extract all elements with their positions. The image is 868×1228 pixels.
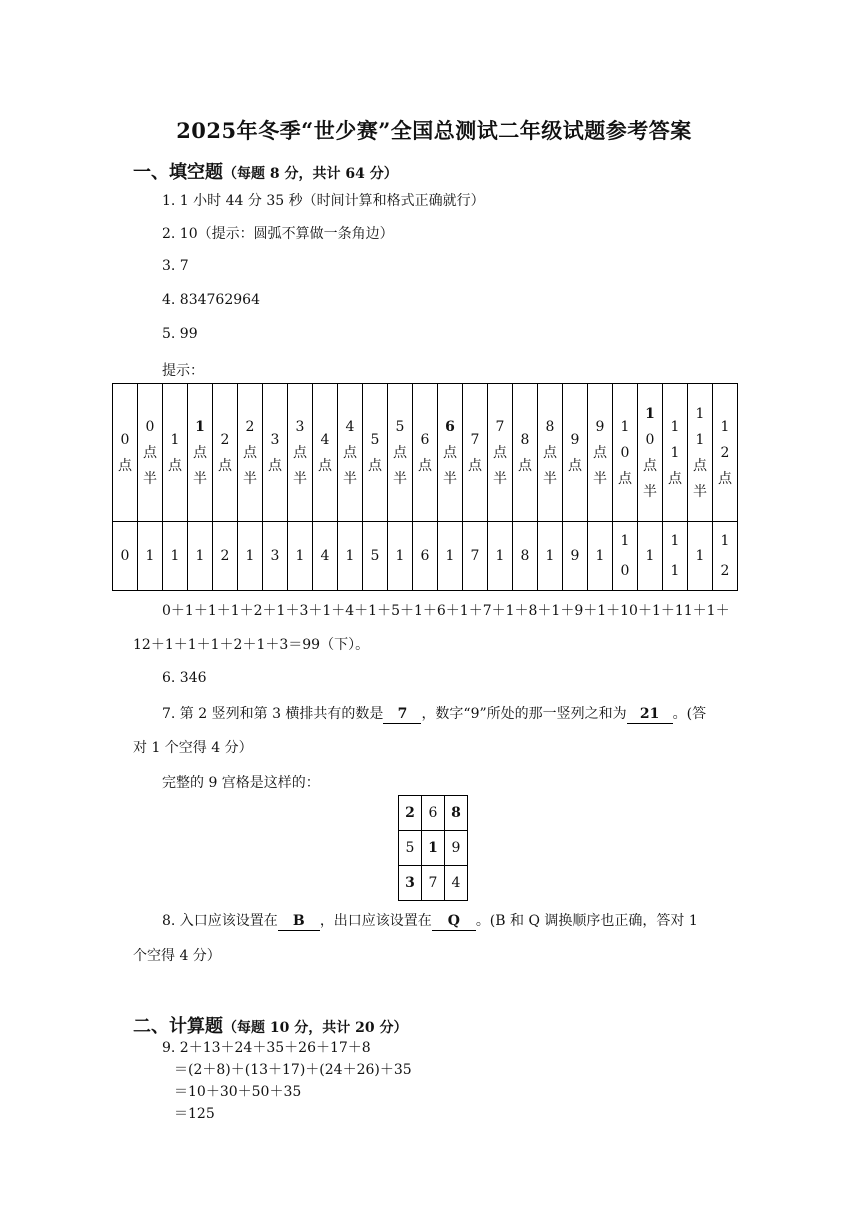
answer-5: 5. 99 xyxy=(162,326,198,342)
nine-grid xyxy=(398,795,468,901)
clock-value-row xyxy=(113,522,738,591)
clock-value-cell xyxy=(663,522,688,591)
sum-line-2: 12＋1＋1＋1＋2＋1＋3＝99（下）。 xyxy=(133,637,370,653)
clock-value-char: 1 xyxy=(545,548,555,564)
clock-header-char: 2 xyxy=(220,431,230,448)
clock-value-cell xyxy=(438,522,463,591)
clock-value-char: 6 xyxy=(420,548,430,564)
clock-value-cell xyxy=(613,522,638,591)
clock-header-cell xyxy=(188,384,213,522)
hint-label: 提示： xyxy=(162,363,204,379)
grid-cell: 8 xyxy=(445,796,468,831)
clock-value-char: 1 xyxy=(245,548,255,564)
clock-header-char: 点 xyxy=(218,457,232,474)
answer-8-prefix: 8. 入口应该设置在 xyxy=(162,913,278,929)
clock-header-char: 1 xyxy=(720,418,730,435)
clock-header-cell xyxy=(238,384,263,522)
answer-3: 3. 7 xyxy=(162,258,189,274)
clock-header-cell xyxy=(438,384,463,522)
calc-9-line-3: ＝10＋30＋50＋35 xyxy=(174,1084,302,1100)
answer-1: 1. 1 小时 44 分 35 秒（时间计算和格式正确就行） xyxy=(162,193,485,209)
grid-row xyxy=(399,866,468,901)
clock-value-char: 1 xyxy=(495,548,505,564)
clock-header-cell xyxy=(163,384,188,522)
answer-8-blank-2: Q xyxy=(432,913,476,931)
page-title: 2025年冬季“世少赛”全国总测试二年级试题参考答案 xyxy=(176,118,692,143)
grid-cell: 3 xyxy=(399,866,422,901)
section-1-heading xyxy=(133,158,398,184)
clock-header-char: 点 xyxy=(493,444,507,461)
clock-header-char: 半 xyxy=(143,470,157,487)
clock-header-char: 1 xyxy=(645,405,655,422)
answer-4: 4. 834762964 xyxy=(162,292,260,308)
clock-header-cell xyxy=(488,384,513,522)
answer-6: 6. 346 xyxy=(162,670,207,686)
clock-header-char: 点 xyxy=(668,470,682,487)
clock-header-cell xyxy=(313,384,338,522)
clock-header-char: 1 xyxy=(170,431,180,448)
section-1-title: 一、填空题 xyxy=(133,162,223,183)
clock-header-char: 点 xyxy=(268,457,282,474)
clock-value-char: 1 xyxy=(295,548,305,564)
clock-header-cell xyxy=(663,384,688,522)
clock-value-cell xyxy=(338,522,363,591)
clock-header-cell xyxy=(563,384,588,522)
calc-9-line-1: 9. 2＋13＋24＋35＋26＋17＋8 xyxy=(162,1040,371,1056)
clock-header-cell xyxy=(113,384,138,522)
clock-header-char: 7 xyxy=(495,418,505,435)
clock-value-char: 1 xyxy=(695,548,705,564)
grid-row xyxy=(399,796,468,831)
sum-line-1: 0＋1＋1＋1＋2＋1＋3＋1＋4＋1＋5＋1＋6＋1＋7＋1＋8＋1＋9＋1＋10＋1＋11＋1＋ xyxy=(162,603,730,619)
clock-header-char: 点 xyxy=(468,457,482,474)
clock-value-char: 1 xyxy=(595,548,605,564)
clock-header-char: 点 xyxy=(443,444,457,461)
answer-7-suffix: 。(答 xyxy=(672,706,707,722)
clock-value-cell xyxy=(588,522,613,591)
clock-value-cell xyxy=(688,522,713,591)
grid-cell: 6 xyxy=(422,796,445,831)
clock-header-char: 半 xyxy=(393,470,407,487)
answer-7-line-2: 对 1 个空得 4 分） xyxy=(133,740,253,756)
answer-2: 2. 10（提示：圆弧不算做一条角边） xyxy=(162,226,394,242)
grid-intro: 完整的 9 宫格是这样的： xyxy=(162,775,320,791)
clock-header-char: 点 xyxy=(118,457,132,474)
clock-value-cell xyxy=(263,522,288,591)
grid-cell: 7 xyxy=(422,866,445,901)
clock-header-char: 点 xyxy=(243,444,257,461)
clock-header-cell xyxy=(463,384,488,522)
clock-value-cell xyxy=(488,522,513,591)
clock-table xyxy=(112,383,738,591)
clock-value-cell xyxy=(113,522,138,591)
clock-value-cell xyxy=(638,522,663,591)
clock-header-char: 半 xyxy=(193,470,207,487)
clock-value-cell xyxy=(188,522,213,591)
clock-value-cell xyxy=(713,522,738,591)
clock-value-char: 1 xyxy=(145,548,155,564)
clock-header-char: 半 xyxy=(493,470,507,487)
answer-8 xyxy=(162,910,698,931)
clock-header-char: 点 xyxy=(368,457,382,474)
clock-header-char: 2 xyxy=(720,444,730,461)
answer-8-suffix: 。(B 和 Q 调换顺序也正确，答对 1 xyxy=(475,913,698,929)
clock-header-char: 点 xyxy=(293,444,307,461)
grid-cell: 5 xyxy=(399,831,422,866)
clock-value-cell xyxy=(313,522,338,591)
clock-value-char: 1 xyxy=(620,533,630,549)
clock-value-cell xyxy=(463,522,488,591)
clock-header-char: 1 xyxy=(195,418,205,435)
clock-header-char: 9 xyxy=(595,418,605,435)
clock-header-char: 2 xyxy=(245,418,255,435)
clock-value-char: 1 xyxy=(170,548,180,564)
clock-header-char: 半 xyxy=(343,470,357,487)
section-2-note: （每题 10 分，共计 20 分） xyxy=(223,1020,408,1036)
section-1-note: （每题 8 分，共计 64 分） xyxy=(223,166,398,182)
clock-header-cell xyxy=(363,384,388,522)
clock-header-char: 半 xyxy=(643,483,657,500)
grid-row xyxy=(399,831,468,866)
clock-header-char: 点 xyxy=(593,444,607,461)
clock-header-char: 3 xyxy=(295,418,305,435)
clock-value-char: 1 xyxy=(345,548,355,564)
clock-header-char: 半 xyxy=(543,470,557,487)
clock-value-char: 0 xyxy=(120,548,130,564)
clock-header-char: 点 xyxy=(543,444,557,461)
clock-header-char: 4 xyxy=(345,418,355,435)
calc-9-line-2: ＝(2＋8)＋(13＋17)＋(24＋26)＋35 xyxy=(174,1062,412,1078)
clock-header-cell xyxy=(338,384,363,522)
clock-header-char: 点 xyxy=(343,444,357,461)
answer-7-blank-1: 7 xyxy=(383,706,421,724)
grid-cell: 2 xyxy=(399,796,422,831)
clock-header-char: 5 xyxy=(395,418,405,435)
clock-header-cell xyxy=(638,384,663,522)
clock-header-char: 1 xyxy=(670,418,680,435)
clock-header-char: 7 xyxy=(470,431,480,448)
clock-value-cell xyxy=(363,522,388,591)
clock-header-cell xyxy=(288,384,313,522)
clock-header-cell xyxy=(613,384,638,522)
grid-cell: 4 xyxy=(445,866,468,901)
clock-header-char: 8 xyxy=(520,431,530,448)
clock-header-cell xyxy=(713,384,738,522)
clock-header-char: 点 xyxy=(568,457,582,474)
answer-7-blank-2: 21 xyxy=(627,706,673,724)
clock-header-char: 点 xyxy=(193,444,207,461)
grid-cell: 1 xyxy=(422,831,445,866)
clock-header-char: 0 xyxy=(620,444,630,461)
clock-value-char: 7 xyxy=(470,548,480,564)
clock-value-cell xyxy=(238,522,263,591)
clock-header-char: 8 xyxy=(545,418,555,435)
clock-header-char: 1 xyxy=(695,431,705,448)
clock-header-cell xyxy=(688,384,713,522)
clock-header-char: 1 xyxy=(620,418,630,435)
answer-8-line-2: 个空得 4 分） xyxy=(133,948,221,964)
clock-header-char: 6 xyxy=(420,431,430,448)
clock-header-cell xyxy=(388,384,413,522)
clock-header-char: 点 xyxy=(143,444,157,461)
clock-header-cell xyxy=(538,384,563,522)
clock-header-char: 点 xyxy=(318,457,332,474)
clock-value-char: 1 xyxy=(395,548,405,564)
clock-value-char: 1 xyxy=(670,533,680,549)
clock-header-row xyxy=(113,384,738,522)
clock-header-cell xyxy=(513,384,538,522)
clock-header-char: 0 xyxy=(645,431,655,448)
clock-header-char: 点 xyxy=(643,457,657,474)
clock-value-cell xyxy=(288,522,313,591)
clock-value-cell xyxy=(213,522,238,591)
clock-header-char: 点 xyxy=(718,470,732,487)
answer-7-prefix: 7. 第 2 竖列和第 3 横排共有的数是 xyxy=(162,706,384,722)
clock-value-char: 4 xyxy=(320,548,330,564)
clock-value-cell xyxy=(563,522,588,591)
clock-value-cell xyxy=(513,522,538,591)
answer-7 xyxy=(162,703,706,724)
clock-value-char: 1 xyxy=(720,533,730,549)
clock-value-char: 2 xyxy=(720,563,730,579)
clock-value-char: 1 xyxy=(195,548,205,564)
clock-header-char: 0 xyxy=(120,431,130,448)
clock-value-char: 0 xyxy=(620,563,630,579)
clock-header-char: 点 xyxy=(618,470,632,487)
clock-header-char: 半 xyxy=(593,470,607,487)
clock-value-char: 2 xyxy=(220,548,230,564)
clock-header-char: 半 xyxy=(693,483,707,500)
clock-header-char: 5 xyxy=(370,431,380,448)
clock-header-cell xyxy=(138,384,163,522)
answer-8-middle: ，出口应该设置在 xyxy=(319,913,432,929)
clock-header-cell xyxy=(413,384,438,522)
clock-value-char: 8 xyxy=(520,548,530,564)
clock-value-char: 5 xyxy=(370,548,380,564)
section-2-title: 二、计算题 xyxy=(133,1016,223,1037)
clock-value-char: 1 xyxy=(645,548,655,564)
clock-value-cell xyxy=(413,522,438,591)
clock-header-char: 9 xyxy=(570,431,580,448)
calc-9-line-4: ＝125 xyxy=(174,1106,215,1122)
clock-header-char: 3 xyxy=(270,431,280,448)
clock-value-cell xyxy=(163,522,188,591)
clock-header-cell xyxy=(263,384,288,522)
clock-header-char: 点 xyxy=(693,457,707,474)
clock-value-char: 1 xyxy=(445,548,455,564)
answer-7-middle: ，数字“9”所处的那一竖列之和为 xyxy=(421,706,627,722)
clock-header-char: 1 xyxy=(695,405,705,422)
clock-value-char: 1 xyxy=(670,563,680,579)
clock-value-char: 9 xyxy=(570,548,580,564)
clock-header-char: 半 xyxy=(243,470,257,487)
clock-value-char: 3 xyxy=(270,548,280,564)
clock-header-char: 1 xyxy=(670,444,680,461)
clock-header-char: 6 xyxy=(445,418,455,435)
clock-value-cell xyxy=(538,522,563,591)
clock-header-char: 点 xyxy=(393,444,407,461)
clock-header-char: 点 xyxy=(418,457,432,474)
clock-header-char: 4 xyxy=(320,431,330,448)
clock-header-char: 0 xyxy=(145,418,155,435)
clock-value-cell xyxy=(388,522,413,591)
clock-header-cell xyxy=(588,384,613,522)
clock-header-char: 半 xyxy=(443,470,457,487)
clock-header-char: 点 xyxy=(518,457,532,474)
clock-header-char: 半 xyxy=(293,470,307,487)
clock-header-char: 点 xyxy=(168,457,182,474)
answer-8-blank-1: B xyxy=(278,913,320,931)
grid-cell: 9 xyxy=(445,831,468,866)
clock-value-cell xyxy=(138,522,163,591)
section-2-heading xyxy=(133,1012,407,1038)
clock-header-cell xyxy=(213,384,238,522)
